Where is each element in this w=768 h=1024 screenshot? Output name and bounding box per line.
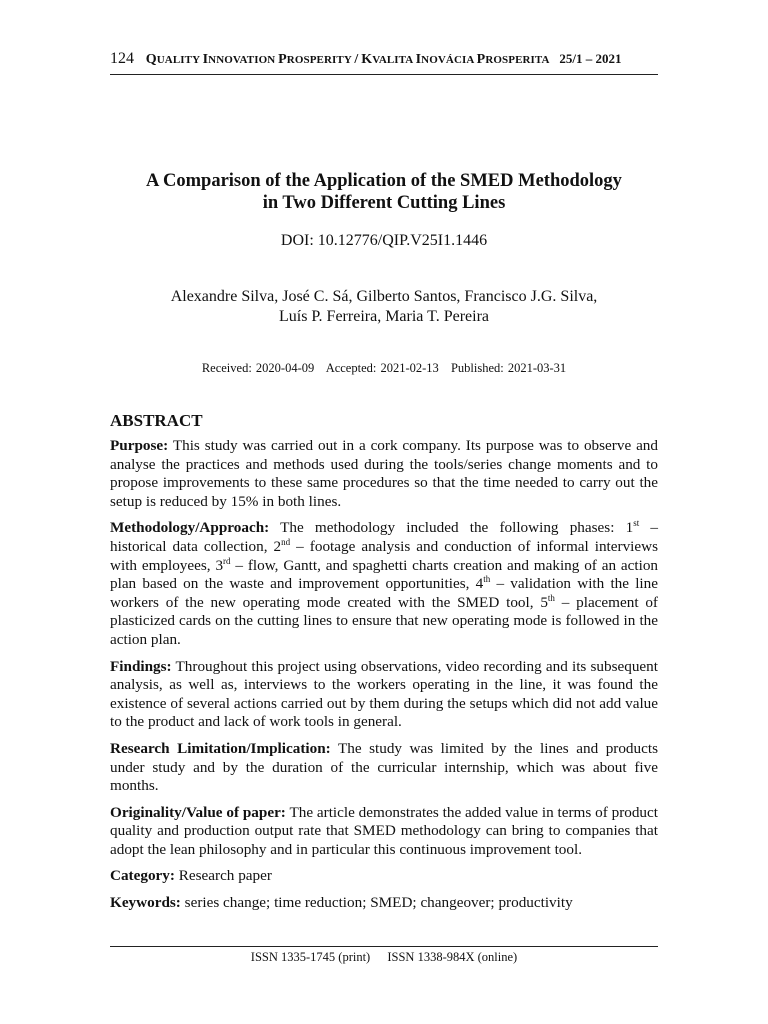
running-header — [110, 48, 658, 75]
paper-title — [110, 170, 658, 214]
methodology-sup-4: th — [483, 574, 491, 585]
published-date: Published: 2021-03-31 — [450, 361, 567, 375]
keywords-label: Keywords: — [110, 894, 181, 912]
issn-online: ISSN 1338-984X (online) — [387, 950, 518, 964]
page-number: 124 — [110, 50, 134, 67]
journal-volume: 25/1 – 2021 — [559, 51, 622, 66]
paper-title-line2: in Two Different Cutting Lines — [262, 193, 506, 213]
abstract-purpose — [110, 437, 658, 511]
authors-line1: Alexandre Silva, José C. Sá, Gilberto Santos, Francisco J.G. Silva, — [170, 288, 598, 305]
methodology-sup-5: th — [547, 592, 555, 603]
findings-label: Findings: — [110, 657, 172, 675]
received-date: Received: 2020-04-09 — [201, 361, 315, 375]
methodology-sup-1: st — [633, 518, 640, 529]
methodology-text-3: – footage analysis and conduction of informal interviews with employees, 3 — [110, 537, 659, 574]
findings-text: Throughout this project using observations, video recording and its subsequent analysis, as well as, interviews to the workers operating in the line, it was found the existence of several actions carried out by them during the setups which did not add value to the product and lack of work tools in general. — [110, 657, 658, 731]
methodology-text-2: – historical data collection, 2 — [110, 519, 658, 555]
methodology-text-6: – placement of plasticized cards on the cutting lines to ensure that new operating mode is followed in the action plan. — [110, 593, 658, 648]
abstract-findings — [110, 658, 658, 732]
keywords-text: series change; time reduction; SMED; changeover; productivity — [184, 894, 573, 912]
methodology-sup-3: rd — [223, 555, 231, 566]
originality-text: The article demonstrates the added value in terms of product quality and production output rate that SMED methodology can bring to companies that adopt the lean philosophy and in particular this continuous improvement tool. — [110, 803, 658, 858]
abstract-originality — [110, 804, 658, 860]
accepted-date: Accepted: 2021-02-13 — [325, 361, 439, 375]
authors-line2: Luís P. Ferreira, Maria T. Pereira — [278, 308, 489, 325]
methodology-text-1: The methodology included the following phases: 1 — [280, 519, 634, 537]
paper-dates — [110, 360, 658, 376]
abstract-keywords — [110, 894, 658, 913]
journal-title: QUALITY INNOVATION PROSPERITY / KVALITA INOVÁCIA PROSPERITA — [145, 52, 550, 67]
purpose-text: This study was carried out in a cork company. Its purpose was to observe and analyse the practices and methods used during the tools/series change moments and to propose improvements to these same procedures so that the time needed to carry out the setup is reduced by 15% in both lines. — [110, 437, 658, 510]
abstract-methodology — [110, 519, 658, 649]
methodology-sup-2: nd — [281, 536, 291, 547]
methodology-text-4: – flow, Gantt, and spaghetti charts creation and making of an action plan based on the waste and improvement opportunities, 4 — [110, 556, 659, 593]
originality-label: Originality/Value of paper: — [110, 803, 286, 821]
methodology-text-5: – validation with the line workers of the new operating mode created with the SMED tool, 5 — [110, 575, 658, 611]
abstract-limitation — [110, 740, 658, 796]
paper-doi: DOI: 10.12776/QIP.V25I1.1446 — [280, 232, 488, 249]
page-footer — [110, 946, 658, 965]
methodology-label: Methodology/Approach: — [110, 519, 270, 537]
limitation-text: The study was limited by the lines and products under study and by the duration of the curricular internship, which was about five months. — [110, 739, 658, 795]
limitation-label: Research Limitation/Implication: — [110, 739, 331, 757]
category-label: Category: — [110, 867, 175, 885]
abstract-category — [110, 867, 658, 886]
abstract-section — [110, 410, 658, 921]
category-text: Research paper — [178, 867, 272, 885]
purpose-label: Purpose: — [110, 437, 169, 454]
abstract-heading: ABSTRACT — [110, 411, 203, 430]
issn-print: ISSN 1335-1745 (print) — [250, 950, 371, 964]
paper-authors — [110, 287, 658, 327]
paper-title-line1: A Comparison of the Application of the SMED Methodology — [146, 171, 622, 191]
